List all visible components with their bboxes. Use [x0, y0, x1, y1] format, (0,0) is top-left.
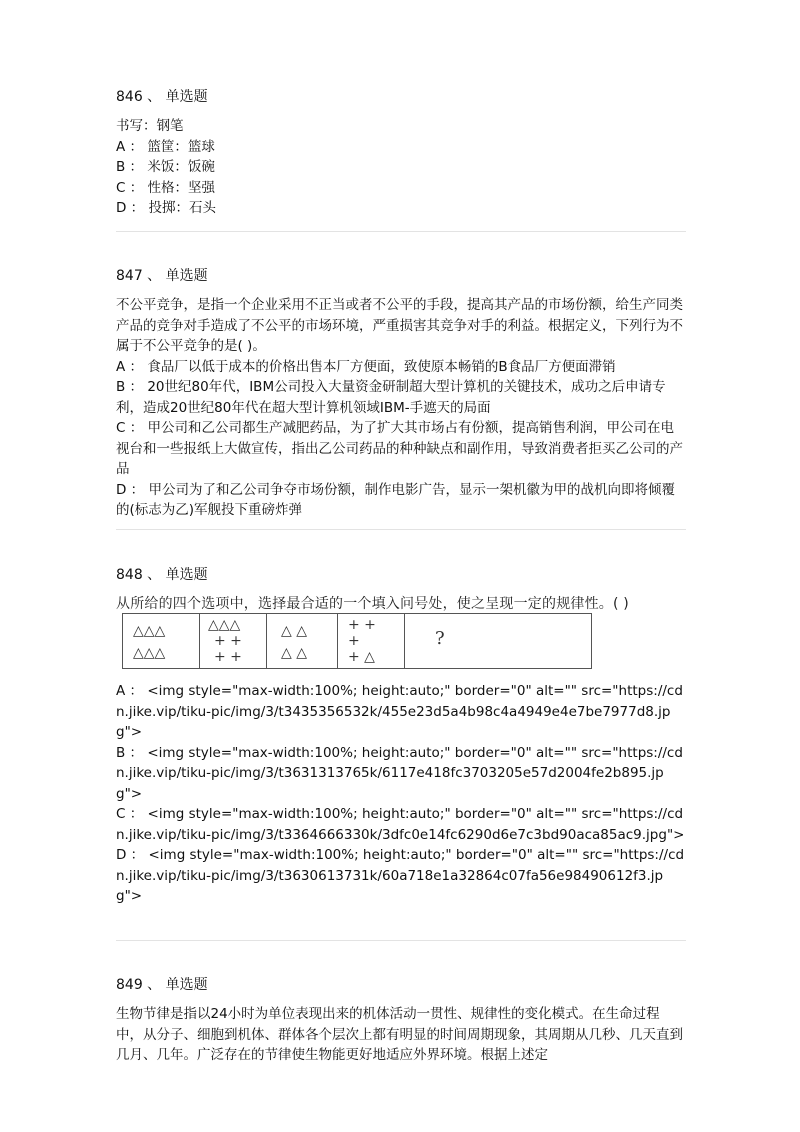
option-b[interactable]: B ： 米饭：饭碗 — [116, 159, 215, 175]
figure-symbols: △ △ — [281, 623, 307, 639]
question-stem: 不公平竞争，是指一个企业采用不正当或者不公平的手段，提高其产品的市场份额，给生产同类产品的竞争对手造成了不公平的市场环境，严重损害其竞争对手的利益。根据定义，下列行为不属于不公平竞争的是( )。 — [116, 297, 683, 354]
option-d[interactable]: D ： <img style="max-width:100%; height:auto;" border="0" alt="" src="https://cdn.jike.vip/tiku-pic/img/3/t3630613731k/60a718e1a32864c07fa56e98490612f3.jpg"> — [116, 847, 685, 904]
figure-symbols: △ △ — [281, 645, 307, 661]
figure-symbols: + △ — [348, 649, 375, 665]
question-848 — [116, 565, 686, 904]
figure-symbols: △△△ — [133, 623, 166, 639]
question-847 — [116, 266, 686, 521]
question-header: 848 、 单选题 — [116, 567, 208, 583]
figure-symbols: + — [348, 633, 360, 649]
option-d[interactable]: D ： 投掷：石头 — [116, 200, 216, 216]
figure-symbols: △△△ — [208, 617, 241, 633]
option-b[interactable]: B ： <img style="max-width:100%; height:auto;" border="0" alt="" src="https://cdn.jike.vip/tiku-pic/img/3/t3631313765k/6117e418fc3703205e57d2004fe2b895.jpg"> — [116, 744, 683, 802]
figure-symbols: + + — [348, 617, 376, 633]
option-a[interactable]: A ： 篮筐：篮球 — [116, 138, 215, 155]
figure-cell-3 — [267, 614, 338, 668]
figure-caption: 从所给的四个选项中，选择最合适的一个填入问号处，使之呈现一定的规律性。( ) — [116, 596, 629, 612]
option-a[interactable]: A ： <img style="max-width:100%; height:auto;" border="0" alt="" src="https://cdn.jike.vip/tiku-pic/img/3/t3435356532k/455e23d5a4b98c4a4949e4e7be7977d8.jpg"> — [116, 683, 683, 740]
figure-symbols: △△△ — [133, 645, 166, 661]
figure-cell-4 — [338, 614, 405, 668]
figure-symbols: + + — [214, 633, 242, 649]
option-c[interactable]: C ： 性格：坚强 — [116, 179, 216, 196]
figure-cell-2 — [200, 614, 267, 668]
question-stem: 生物节律是指以24小时为单位表现出来的机体活动一贯性、规律性的变化模式。在生命过程中，从分子、细胞到机体、群体各个层次上都有明显的时间周期现象，其周期从几秒、几天直到几月、几年。广泛存在的节律使生物能更好地适应外界环境。根据上述定 — [116, 1006, 683, 1063]
divider — [116, 940, 686, 941]
option-list — [116, 681, 686, 907]
option-a[interactable]: A ： 食品厂以低于成本的价格出售本厂方便面，致使原本畅销的B食品厂方便面滞销 — [116, 358, 616, 375]
question-header: 847 、 单选题 — [116, 268, 208, 284]
figure-cell-1 — [123, 614, 200, 668]
option-b[interactable]: B ： 20世纪80年代，IBM公司投入大量资金研制超大型计算机的关键技术，成功之后申请专利，造成20世纪80年代在超大型计算机领域IBM-手遮天的局面 — [116, 379, 666, 416]
option-c[interactable]: C ： <img style="max-width:100%; height:auto;" border="0" alt="" src="https://cdn.jike.vip/tiku-pic/img/3/t3364666330k/3dfc0e14fc6290d6e7c3bd90aca85ac9.jpg"> — [116, 806, 685, 843]
divider — [116, 529, 686, 530]
question-header: 846 、 单选题 — [116, 89, 208, 105]
question-846 — [116, 87, 686, 219]
figure-sequence-table — [122, 613, 592, 669]
option-c[interactable]: C ： 甲公司和乙公司都生产减肥药品，为了扩大其市场占有份额，提高销售利润，甲公司在电视台和一些报纸上大做宣传，指出乙公司药品的种种缺点和副作用，导致消费者拒买乙公司的产品 — [116, 420, 683, 477]
divider — [116, 231, 686, 232]
option-d[interactable]: D ： 甲公司为了和乙公司争夺市场份额，制作电影广告，显示一架机徽为甲的战机向即将倾覆的(标志为乙)军舰投下重磅炸弹 — [116, 481, 675, 518]
question-mark: ? — [435, 628, 445, 649]
figure-symbols: + + — [214, 649, 242, 665]
question-849 — [116, 975, 686, 1066]
question-stem: 书写：钢笔 — [116, 118, 184, 134]
figure-cell-question — [405, 614, 591, 668]
question-header: 849 、 单选题 — [116, 977, 208, 993]
